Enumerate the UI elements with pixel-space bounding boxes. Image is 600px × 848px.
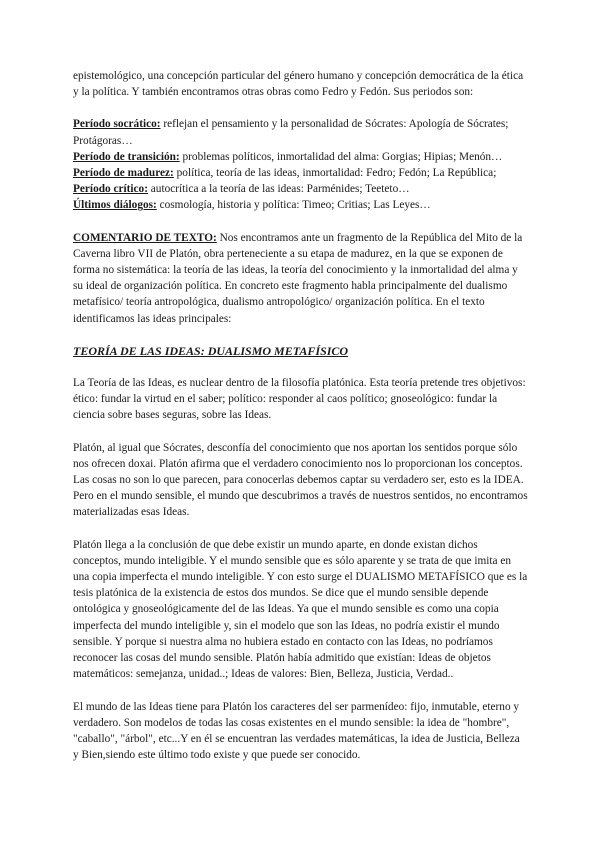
commentary-paragraph	[73, 230, 528, 327]
commentary-term: COMENTARIO DE TEXTO:	[73, 231, 217, 244]
period-term: Período crítico:	[73, 183, 148, 196]
period-term: Período de transición:	[73, 150, 180, 163]
period-text: reflejan el pensamiento y la personalidad de Sócrates: Apología de Sócrates; Protágoras…	[73, 118, 509, 147]
document-page	[73, 68, 528, 763]
period-term: Período socrático:	[73, 118, 161, 131]
period-last-dialogues	[73, 197, 528, 213]
intro-paragraph: epistemológico, una concepción particular del género humano y concepción democrática de la ética y la política. Y también encontramos otras obras como Fedro y Fedón. Sus periodos son:	[73, 70, 524, 99]
period-maturity	[73, 165, 528, 181]
paragraph-world-of-ideas: El mundo de las Ideas tiene para Platón los caracteres del ser parmenídeo: fijo, inmutable, eterno y verdadero. Son modelos de todas las cosas existentes en el mundo sensible: la idea de "hombre", "caballo", "árbol", etc...Y en él se encuentran las verdades matemáticas, la idea de Justicia, Belleza y Bien,siendo este último todo existe y que puede ser conocido.	[73, 700, 520, 762]
paragraph-dualism: Platón llega a la conclusión de que debe existir un mundo aparte, en donde existan dichos conceptos, mundo inteligible. Y el mundo sensible que es sólo aparente y se trata de que imita en una copia imperfecta el mundo inteligible. Y con esto surge el DUALISMO METAFÍSICO que es la tesis platónica de la existencia de estos dos mundos. Se dice que el mundo sensible depende ontológica y gnoseológicamente del de las Ideas. Ya que el mundo sensible es como una copia imperfecta del mundo inteligible y, sin el modelo que son las Ideas, no podría existir el mundo sensible. Y porque si nuestra alma no hubiera estado en contacto con las Ideas, no podríamos reconocer las cosas del mundo sensible. Platón había admitido que existían: Ideas de objetos matemáticos: semejanza, unidad..; Ideas de valores: Bien, Belleza, Justicia, Verdad..	[73, 538, 528, 681]
period-text: política, teoría de las ideas, inmortalidad: Fedro; Fedón; La República;	[173, 167, 497, 180]
period-text: cosmología, historia y política: Timeo; Critias; Las Leyes…	[156, 199, 431, 212]
period-transition	[73, 149, 528, 165]
paragraph-senses: Platón, al igual que Sócrates, desconfía del conocimiento que nos aportan los sentidos porque sólo nos ofrecen doxai. Platón afirma que el verdadero conocimiento nos lo proporcionan los conceptos. Las cosas no son lo que parecen, para conocerlas debemos captar su verdadero ser, esto es la IDEA. Pero en el mundo sensible, el mundo que descubrimos a través de nuestros sentidos, no encontramos materializadas esas Ideas.	[73, 441, 528, 519]
section-heading: TEORÍA DE LAS IDEAS: DUALISMO METAFÍSICO	[73, 343, 349, 358]
period-term: Últimos diálogos:	[73, 199, 157, 212]
period-term: Período de madurez:	[73, 167, 174, 180]
period-critical	[73, 181, 528, 197]
period-text: problemas políticos, inmortalidad del alma: Gorgias; Hipias; Menón…	[179, 150, 503, 163]
period-text: autocrítica a la teoría de las ideas: Parménides; Teeteto…	[147, 183, 410, 196]
paragraph-theory: La Teoría de las Ideas, es nuclear dentro de la filosofía platónica. Esta teoría pretende tres objetivos: ético: fundar la virtud en el saber; político: responder al caos político; gnoseológico: fundar la ciencia sobre bases seguras, sobre las Ideas.	[73, 377, 526, 422]
period-socratic	[73, 116, 528, 148]
commentary-text: Nos encontramos ante un fragmento de la República del Mito de la Caverna libro VII de Platón, obra perteneciente a su etapa de madurez, en la que se exponen de forma no sistemática: la teoría de las ideas, la teoría del conocimiento y la inmortalidad del alma y su ideal de organización política. En concreto este fragmento habla principalmente del dualismo metafísico/ teoría antropológica, dualismo antropológico/ organización política. En el texto identificamos las ideas principales:	[73, 231, 523, 325]
